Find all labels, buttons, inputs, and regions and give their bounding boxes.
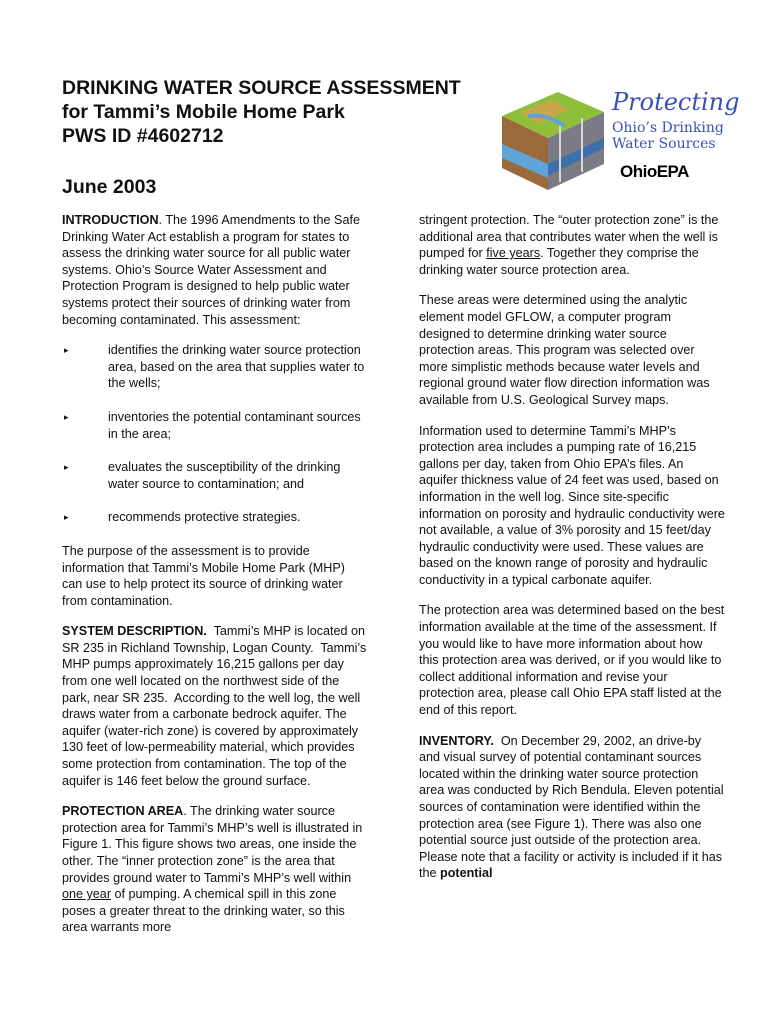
protection-area-text-a: . The drinking water source protection area for Tammi’s MHP’s well is illustrated in Figure 1. This figure shows two areas, one inside the other. The “inner protection zone” is the area that provides ground water to Tammi’s MHP’s well within [62,804,363,885]
ohio-epa-logo: OhioEPA [620,162,689,181]
pumping-rate-paragraph: Information used to determine Tammi’s MHP’s protection area includes a pumping rate of 16,215 gallons per day, taken from Ohio EPA’s files. An aquifer thickness value of 24 feet was used, based on information in the well log. Since site-specific information on porosity and hydraulic conductivity were not available, a value of 3% porosity and 15 feet/day hydraulic conductivity were used. These values are based on the known range of porosity and hydraulic conductivity in a typical carbonate aquifer. [419,423,725,587]
gflow-paragraph: These areas were determined using the analytic element model GFLOW, a computer program designed to determine drinking water source protection areas. This program was selected over more simplistic methods because water levels and regional ground water flow direction information was available from U.S. Geological Survey maps. [419,293,710,407]
list-item [62,459,368,492]
system-description-heading: SYSTEM DESCRIPTION. [62,624,207,639]
list-item-text: recommends protective strategies. [108,510,301,525]
title-line-1: DRINKING WATER SOURCE ASSESSMENT [62,77,461,99]
list-item-text: inventories the potential contaminant sources in the area; [108,409,361,441]
potential-bold: potential [440,866,493,881]
list-item-text: identifies the drinking water source protection area, based on the area that supplies water to the wells; [108,343,365,391]
logo-line-2: Ohio’s Drinking [612,120,724,136]
logo-line-3: Water Sources [612,136,716,152]
title-line-2: for Tammi’s Mobile Home Park [62,101,345,123]
inventory-paragraph [419,733,728,882]
system-description-paragraph [62,623,368,789]
bullet-arrow-icon: ▸ [64,512,69,523]
title-line-3: PWS ID #4602712 [62,125,224,147]
bullet-arrow-icon: ▸ [64,411,69,422]
left-column [62,212,368,950]
logo-subtitle [612,120,724,152]
protecting-water-logo [498,86,740,196]
protection-area-text-b: of pumping. A chemical spill in this zone poses a greater threat to the drinking water, so this area warrants more [62,887,345,935]
assessment-list [62,342,368,526]
protection-area-heading: PROTECTION AREA [62,804,184,819]
outer-zone-text-a: stringent protection. The “outer protection zone” is the additional area that contributes water when the well is pumped for [419,213,719,261]
list-item [62,342,368,392]
purpose-paragraph: The purpose of the assessment is to provide information that Tammi’s Mobile Home Park (MHP) can use to help protect its source of drinking water from contamination. [62,543,345,608]
bullet-arrow-icon: ▸ [64,345,69,356]
outer-zone-text-b: . Together they comprise the drinking water source protection area. [419,246,699,277]
list-item-text: evaluates the susceptibility of the drinking water source to contamination; and [108,460,341,491]
outer-zone-paragraph [419,212,725,278]
list-item [62,509,368,526]
introduction-text: . The 1996 Amendments to the Safe Drinking Water Act establish a program for states to assess the drinking water source for all public water systems. Ohio’s Source Water Assessment and Protection Program is designed to help public water systems protect their sources of drinking water from becoming contaminated. This assessment: [62,213,360,327]
list-item [62,409,368,442]
protection-area-paragraph [62,803,368,936]
document-date: June 2003 [62,176,157,198]
landscape-block-icon [498,86,608,196]
introduction-paragraph [62,212,368,328]
logo-protecting: Protecting [612,88,740,116]
one-year-underlined: one year [62,887,112,902]
document-title [62,76,461,148]
system-description-text: Tammi’s MHP is located on SR 235 in Richland Township, Logan County. Tammi’s MHP pumps approximately 16,215 gallons per day from one well located on the northwest side of the park, near SR 235. According to the well log, the well draws water from a carbonate bedrock aquifer. The aquifer (water-rich zone) is covered by approximately 130 feet of low-permeability material, which provides some protection from contamination. The top of the aquifer is 146 feet below the ground surface. [62,624,370,788]
inventory-heading: INVENTORY. [419,733,494,748]
right-column [419,212,728,896]
five-years-underlined: five years [486,246,541,261]
introduction-heading: INTRODUCTION [62,213,159,227]
protection-determination-paragraph: The protection area was determined based on the best information available at the time of the assessment. If you would like to have more information about how this protection area was derived, or if you would like to collect additional information and revise your protection area, please call Ohio EPA staff listed at the end of this report. [419,603,725,718]
bullet-arrow-icon: ▸ [64,462,69,473]
inventory-text: On December 29, 2002, an drive-by and visual survey of potential contaminant sources located within the drinking water source protection area was conducted by Rich Bendula. Eleven potential sources of contamination were identified within the protection area (see Figure 1). There was also one potential source just outside of the protection area. Please note that a facility or activity is included if it has the [419,733,728,881]
